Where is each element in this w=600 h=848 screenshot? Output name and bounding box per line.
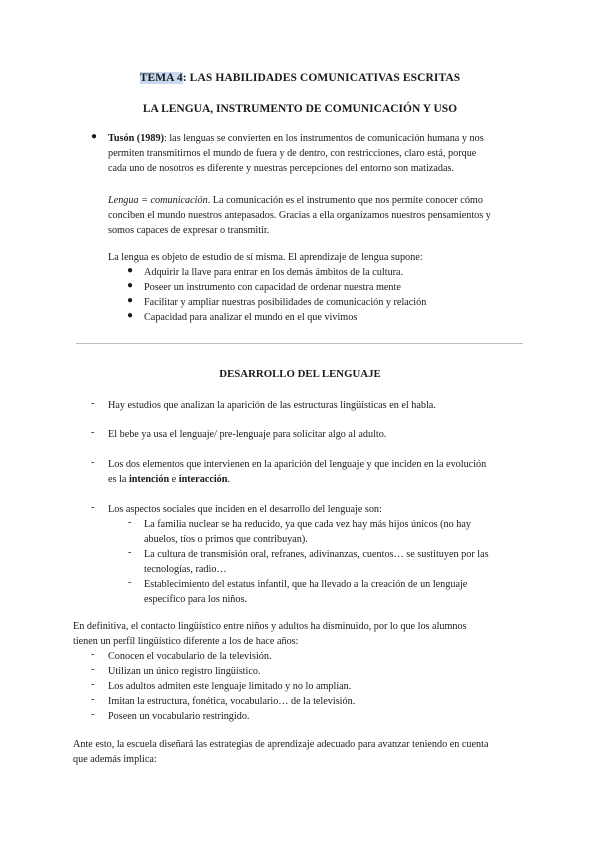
dash-marker: - [91, 679, 95, 690]
lengua-italic: Lengua = comunicación [108, 195, 208, 206]
perfil-item: Los adultos admiten este lenguaje limitado y no lo amplían. [108, 681, 352, 692]
dev-item-2: El bebe ya usa el lenguaje/ pre-lenguaje para solicitar algo al adulto. [108, 429, 387, 440]
perfil-item: Poseen un vocabulario restringido. [108, 711, 250, 722]
dash-marker: - [91, 664, 95, 675]
ante-line-1: Ante esto, la escuela diseñará las estrategias de aprendizaje adecuado para avanzar teniendo en cuenta [73, 739, 489, 750]
ante-line-2: que además implica: [73, 754, 157, 765]
objeto-item: Capacidad para analizar el mundo en el que vivimos [144, 312, 358, 323]
section-title: DESARROLLO DEL LENGUAJE [219, 368, 381, 380]
bullet-dot: ● [127, 280, 134, 291]
sub-item-2-line-2: tecnologías, radio… [144, 564, 227, 575]
dash-marker: - [91, 502, 95, 513]
perfil-item: Imitan la estructura, fonética, vocabulario… de la televisión. [108, 696, 356, 707]
interaccion-bold: interacción [178, 474, 228, 485]
sub-item-1-line-2: abuelos, tíos o primos que contribuyan). [144, 534, 308, 545]
objeto-item: Poseer un instrumento con capacidad de ordenar nuestra mente [144, 282, 401, 293]
bullet-dot: ● [127, 295, 134, 306]
perfil-item: Conocen el vocabulario de la televisión. [108, 651, 272, 662]
bullet-dot: ● [91, 131, 98, 142]
dev-item-3-end: . [227, 474, 230, 485]
page-subtitle: LA LENGUA, INSTRUMENTO DE COMUNICACIÓN Y USO [142, 103, 458, 115]
sub-item-3-line-1: Establecimiento del estatus infantil, que ha llevado a la creación de un lenguaje [144, 579, 468, 590]
page-title [0, 72, 600, 84]
dash-marker: - [91, 457, 95, 468]
objeto-intro: La lengua es objeto de estudio de sí misma. El aprendizaje de lengua supone: [108, 252, 423, 263]
sub-item-1-line-1: La familia nuclear se ha reducido, ya que cada vez hay más hijos únicos (no hay [144, 519, 472, 530]
intencion-bold: intención [128, 474, 170, 485]
dev-item-1: Hay estudios que analizan la aparición de las estructuras lingüísticas en el habla. [108, 400, 436, 411]
bullet-dot: ● [127, 265, 134, 276]
tuson-line-2: permiten transmitirnos el mundo de fuera y de dentro, con restricciones, claro está, porque [108, 148, 477, 159]
dash-marker: - [91, 694, 95, 705]
dash-marker: - [91, 427, 95, 438]
lengua-text-1: . La comunicación es el instrumento que nos permite conocer cómo [207, 195, 483, 206]
tuson-text-1: : las lenguas se convierten en los instrumentos de comunicación humana y nos [163, 133, 484, 144]
tuson-line-3: cada uno de nosotros es diferente y nuestras percepciones del entorno son matizadas. [108, 163, 454, 174]
dash-marker: - [128, 517, 132, 528]
dev-item-4: Los aspectos sociales que inciden en el desarrollo del lenguaje son: [108, 504, 382, 515]
definitiva-line-2: tienen un perfil lingüístico diferente a los de hace años: [73, 636, 299, 647]
dash-marker: - [128, 547, 132, 558]
sub-item-2-line-1: La cultura de transmisión oral, refranes, adivinanzas, cuentos… se sustituyen por las [144, 549, 489, 560]
lengua-line-3: somos capaces de expresar o transmitir. [108, 225, 270, 236]
dash-marker: - [91, 709, 95, 720]
section-divider [76, 343, 523, 344]
sub-item-3-line-2: específico para los niños. [144, 594, 247, 605]
dash-marker: - [91, 649, 95, 660]
dev-item-3-pre: es la [108, 474, 129, 485]
objeto-item: Facilitar y ampliar nuestras posibilidades de comunicación y relación [144, 297, 427, 308]
lengua-line-2: conciben el mundo nuestros antepasados. Gracias a ella organizamos nuestros pensamientos y [108, 210, 491, 221]
dev-item-3-line-1: Los dos elementos que intervienen en la aparición del lenguaje y que inciden en la evolución [108, 459, 487, 470]
perfil-item: Utilizan un único registro lingüístico. [108, 666, 261, 677]
objeto-item: Adquirir la llave para entrar en los demás ámbitos de la cultura. [144, 267, 404, 278]
lengua-line-1 [108, 193, 483, 208]
tuson-line-1 [108, 131, 484, 146]
title-highlight: TEMA 4 [139, 72, 183, 84]
tuson-author: Tusón (1989) [108, 133, 164, 144]
title-rest: : LAS HABILIDADES COMUNICATIVAS ESCRITAS [182, 72, 461, 84]
bullet-dot: ● [127, 310, 134, 321]
definitiva-line-1: En definitiva, el contacto lingüístico entre niños y adultos ha disminuido, por lo que los alumnos [73, 621, 467, 632]
dash-marker: - [91, 398, 95, 409]
dev-item-3-line-2 [108, 472, 230, 487]
dash-marker: - [128, 577, 132, 588]
dev-item-3-mid: e [169, 474, 179, 485]
